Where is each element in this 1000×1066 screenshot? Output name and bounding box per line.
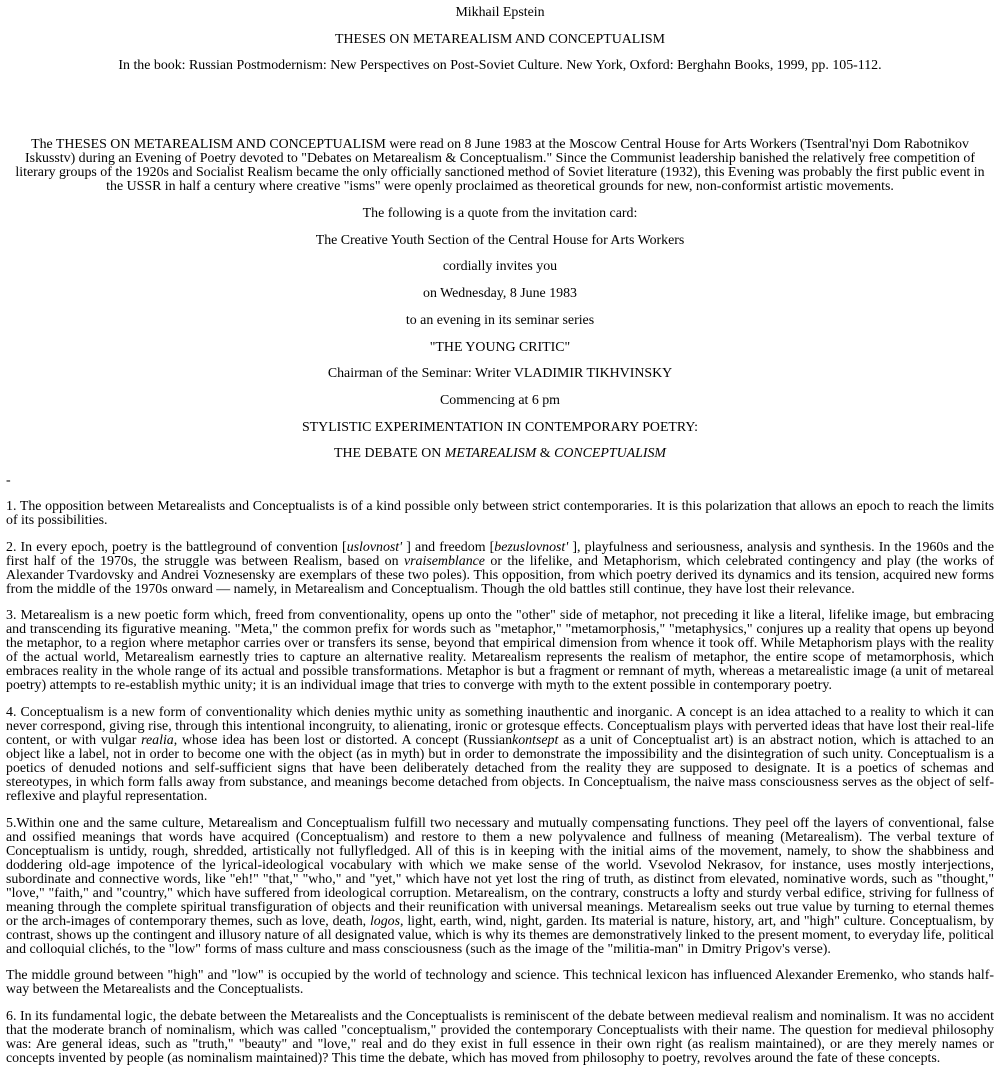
invitation-lead: The following is a quote from the invitation card:	[362, 206, 638, 222]
debate-term-metarealism: METAREALISM	[444, 446, 537, 462]
thesis-text: ] and freedom [	[402, 539, 495, 555]
thesis-term: bezuslovnost'	[494, 539, 569, 555]
thesis-2	[6, 541, 994, 597]
thesis-3: 3. Metarealism is a new poetic form which, freed from conventionality, opens up onto the "other" side of metaphor, not preceding it like a literal, lifelike image, but embracing and transcending its figurative meaning. "Meta," the common prefix for words such as "metaphor," "metamorphosis," "metaphysics," conjures up a reality that opens up beyond the metaphor, to a region where metaphor carries over or transfers its sense, beyond that empirical dimension from whence it took off. While Metaphorism plays with the reality of the actual world, Metarealism earnestly tries to capture an alternative reality. Metarealism represents the realism of metaphor, the entire scope of metamorphosis, which embraces reality in the whole range of its actual and possible transformations. Metaphor is but a fragment or remnant of myth, whereas a metarealistic image (a unit of metareal poetry) attempts to re-establish mythic unity; it is an individual image that tries to converge with myth to the extent possible in contemporary poetry.	[6, 608, 994, 694]
separator-dash: -	[6, 472, 11, 488]
invitation-line: The Creative Youth Section of the Central House for Arts Workers	[315, 232, 685, 248]
invitation-line: cordially invites you	[442, 259, 558, 275]
thesis-6: 6. In its fundamental logic, the debate between the Metarealists and the Conceptualists is reminiscent of the debate between medieval realism and nominalism. It was no accident that the moderate branch of nominalism, which was called "conceptualism," provided the contemporary Conceptualists with their name. The question for medieval philosophy was: Are general ideas, such as "truth," "beauty" and "love," real and do they exist in full essence in their own right (as realism maintained), or are they merely names or concepts invented by people (as nominalism maintained)? This time the debate, which has moved from philosophy to poetry, revolves around the fate of these concepts.	[6, 1009, 994, 1066]
document-title: THESES ON METAREALISM AND CONCEPTUALISM	[335, 31, 665, 47]
thesis-5-continued: The middle ground between "high" and "low" is occupied by the world of technology and science. This technical lexicon has influenced Alexander Eremenko, who stands half-way between the Metarealists and the Conceptualists.	[6, 968, 994, 998]
thesis-4	[6, 706, 994, 804]
thesis-text: 5.Within one and the same culture, Metarealism and Conceptualism fulfill two necessary and mutually compensating functions. They peel off the layers of conventional, false and ossified meanings that words have acquired (Conceptualism) and restore to them a new polyvalence and fullness of meaning (Metarealism). The verbal texture of Conceptualism is untidy, rough, shredded, artistically not fullyfledged. All of this is in keeping with the initial aims of the movement, namely, to show the shabbiness and doddering old-age impotence of the lyrical-ideological vocabulary with which we make sense of the world. Vsevolod Nekrasov, for instance, uses mostly interjections, subordinate and connective words, like "eh!" "that," "who," and "yet," which have not yet lost the ring of truth, as distinct from elevated, nominative words, such as "thought," "love," "faith," and "country," which have suffered from ideological corruption. Metarealism, on the contrary, constructs a lofty and sturdy verbal edifice, striving for fullness of meaning through the complete spiritual transfiguration of objects and their reunification with universal meanings. Metarealism seeks out true value by turning to eternal themes or the arch-images of contemporary themes, such as love, death,	[6, 815, 994, 929]
debate-ampersand: &	[536, 446, 555, 462]
thesis-term: realia	[141, 733, 174, 748]
thesis-1: 1. The opposition between Metarealists and Conceptualists is of a kind possible only between strict contemporaries. It is this polarization that allows an epoch to reach the limits of its possibilities.	[6, 498, 994, 528]
author-name: Mikhail Epstein	[455, 5, 545, 20]
thesis-term: vraisemblance	[403, 553, 485, 569]
source-citation: In the book: Russian Postmodernism: New Perspectives on Post-Soviet Culture. New York, Oxford: Berghahn Books, 1999, pp. 105-112.	[118, 58, 882, 74]
thesis-text: , whose idea has been lost or distorted. A concept (Russian	[173, 733, 513, 748]
thesis-text: as a unit of Conceptualist art) is an abstract notion, which is attached to an object like a label, not in order to become one with the object (as in myth) but in order to demonstrate the impossibility and the disintegration of such unity. Conceptualism is a poetics of denuded notions and self-sufficient signs that have been deliberately detached from the reality they are supposed to designate. It is a poetics of schemas and stereotypes, in which form falls away from substance, and meanings become detached from objects. In Conceptualism, the naive mass consciousness serves as the object of self-reflexive and playful representation.	[6, 733, 994, 804]
debate-prefix: THE DEBATE ON	[334, 446, 445, 462]
intro-paragraph: The THESES ON METAREALISM AND CONCEPTUALISM were read on 8 June 1983 at the Moscow Central House for Arts Workers (Tsentral'nyi Dom Rabotnikov Iskusstv) during an Evening of Poetry devoted to "Debates on Metarealism & Conceptualism." Since the Communist leadership banished the relatively free competition of literary groups of the 1920s and Socialist Realism became the only officially sanctioned method of Soviet literature (1932), this Evening was probably the first public event in the USSR in half a century where creative "isms" were openly proclaimed as theoretical grounds for new, non-conformist artistic movements.	[15, 137, 985, 195]
invitation-line: Chairman of the Seminar: Writer VLADIMIR TIKHVINSKY	[327, 366, 673, 382]
debate-heading	[6, 447, 994, 461]
invitation-line: to an evening in its seminar series	[405, 312, 595, 328]
debate-term-conceptualism: CONCEPTUALISM	[554, 446, 666, 462]
thesis-term: uslovnost'	[346, 539, 403, 555]
invitation-line: "THE YOUNG CRITIC"	[429, 339, 571, 355]
thesis-text: or the lifelike, and Metaphorism, which celebrated contingency and play (the works of Alexander Tvardovsky and Andrei Voznesensky are exemplars of these two poles). This opposition, from which poetry derived its dynamics and its tension, acquired new forms from the middle of the 1970s onward — namely, in Metarealism and Conceptualism. Though the old battles still continue, they have lost their relevance.	[6, 553, 994, 597]
invitation-line: STYLISTIC EXPERIMENTATION IN CONTEMPORARY POETRY:	[301, 419, 699, 435]
thesis-text: ], playfulness and seriousness, analysis and synthesis. In the 1960s and the first half of the 1970s, the struggle was between Realism, based on	[6, 539, 995, 569]
thesis-term: kontsept	[512, 733, 559, 748]
invitation-line: Commencing at 6 pm	[440, 392, 560, 408]
thesis-text: 4. Conceptualism is a new form of conventionality which denies mythic unity as something inauthentic and inorganic. A concept is an idea attached to a reality to which it can never correspond, giving rise, through this intentional incongruity, to alienating, ironic or grotesque effects. Conceptualism plays with perverted ideas that have lost their real-life content, or with vulgar	[6, 705, 994, 748]
thesis-5	[6, 817, 994, 957]
thesis-term: logos	[369, 913, 401, 929]
thesis-text: 2. In every epoch, poetry is the battleground of convention [	[6, 539, 347, 555]
thesis-text: , light, earth, wind, night, garden. Its material is nature, history, art, and "high" culture. Conceptualism, by contrast, shows up the contingent and illusory nature of all designated value, which is why its themes are demonstratively linked to the present moment, to everyday life, political and colloquial clichés, to the "low" forms of mass culture and mass consciousness (such as the image of the "militia-man" in Dmitry Prigov's verse).	[6, 913, 994, 957]
invitation-line: on Wednesday, 8 June 1983	[423, 286, 577, 302]
